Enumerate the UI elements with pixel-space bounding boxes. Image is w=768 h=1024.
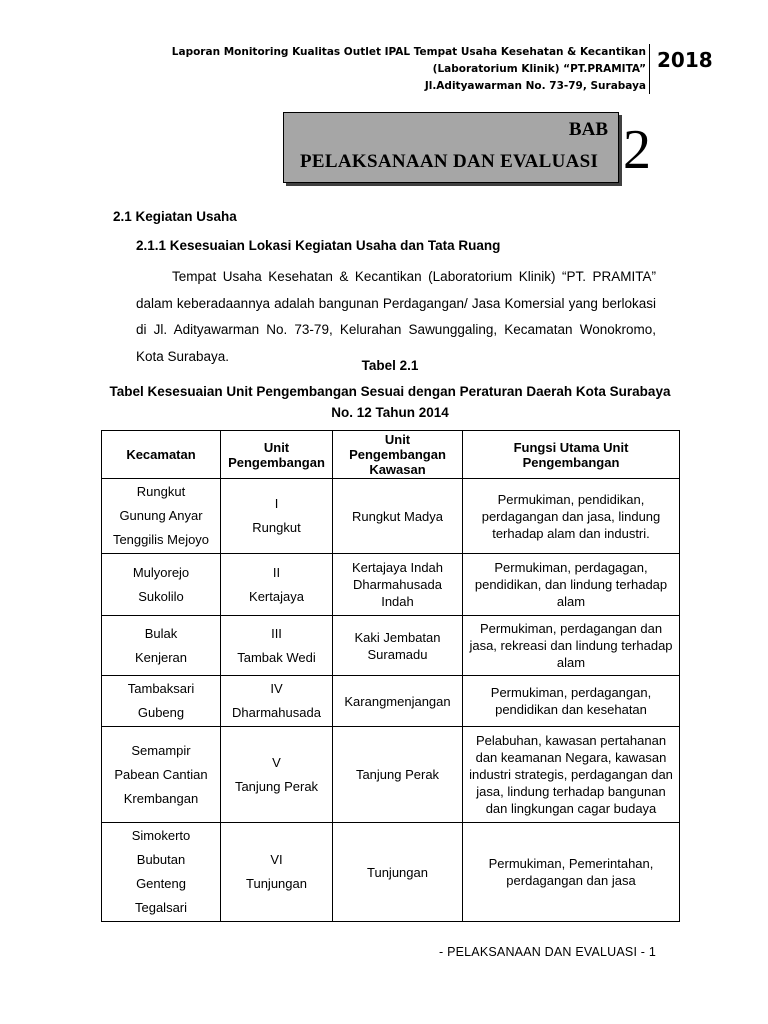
chapter-number: 2 <box>623 119 651 181</box>
unit-pengembangan-table <box>101 430 680 922</box>
header-divider <box>649 44 650 94</box>
cell-unit: IV Dharmahusada <box>221 676 333 727</box>
table-row <box>102 823 680 922</box>
cell-kawasan: Karangmenjangan <box>333 676 463 727</box>
cell-kecamatan: Rungkut Gunung Anyar Tenggilis Mejoyo <box>102 479 221 554</box>
col-header-kawasan: Unit Pengembangan Kawasan <box>333 431 463 479</box>
report-header <box>0 44 646 95</box>
table-row <box>102 616 680 676</box>
cell-kawasan: Kaki Jembatan Suramadu <box>333 616 463 676</box>
cell-fungsi: Permukiman, Pemerintahan, perdagangan dan jasa <box>463 823 680 922</box>
table-body <box>102 479 680 922</box>
header-line-1: Laporan Monitoring Kualitas Outlet IPAL Tempat Usaha Kesehatan & Kecantikan <box>171 46 646 58</box>
col-header-kecamatan: Kecamatan <box>102 431 221 479</box>
table-row <box>102 479 680 554</box>
cell-kecamatan: Semampir Pabean Cantian Krembangan <box>102 727 221 823</box>
cell-fungsi: Permukiman, perdagangan dan jasa, rekreasi dan lindung terhadap alam <box>463 616 680 676</box>
paragraph-text: Tempat Usaha Kesehatan & Kecantikan (Laboratorium Klinik) “PT. PRAMITA” dalam keberadaannya adalah bangunan Perdagangan/ Jasa Komersial yang berlokasi di Jl. Adityawarman No. 73-79, Kelurahan Sawunggaling, Kecamatan Wonokromo, Kota Surabaya. <box>136 269 656 364</box>
chapter-title: PELAKSANAAN DAN EVALUASI <box>300 151 599 172</box>
table-row <box>102 727 680 823</box>
page-footer: - PELAKSANAAN DAN EVALUASI - 1 <box>439 945 656 959</box>
table-subtitle: No. 12 Tahun 2014 <box>331 405 449 420</box>
cell-unit: II Kertajaya <box>221 554 333 616</box>
cell-kecamatan: Simokerto Bubutan Genteng Tegalsari <box>102 823 221 922</box>
cell-kawasan: Kertajaya Indah Dharmahusada Indah <box>333 554 463 616</box>
cell-kecamatan: Mulyorejo Sukolilo <box>102 554 221 616</box>
header-line-3: Jl.Adityawarman No. 73-79, Surabaya <box>424 80 646 92</box>
chapter-box <box>283 112 619 183</box>
cell-kawasan: Rungkut Madya <box>333 479 463 554</box>
table-header-row <box>102 431 680 479</box>
cell-unit: III Tambak Wedi <box>221 616 333 676</box>
table-row <box>102 676 680 727</box>
report-year: 2018 <box>657 48 713 72</box>
cell-fungsi: Pelabuhan, kawasan pertahanan dan keamanan Negara, kawasan industri strategis, perdagangan dan jasa, lindung terhadap bangunan dan lingkungan cagar budaya <box>463 727 680 823</box>
table-row <box>102 554 680 616</box>
subsection-heading: 2.1.1 Kesesuaian Lokasi Kegiatan Usaha dan Tata Ruang <box>136 238 501 253</box>
body-paragraph <box>136 264 656 370</box>
cell-fungsi: Permukiman, perdagangan, pendidikan dan kesehatan <box>463 676 680 727</box>
section-heading: 2.1 Kegiatan Usaha <box>113 209 237 224</box>
cell-kawasan: Tunjungan <box>333 823 463 922</box>
cell-kecamatan: Tambaksari Gubeng <box>102 676 221 727</box>
table-label: Tabel 2.1 <box>361 358 419 373</box>
cell-kecamatan: Bulak Kenjeran <box>102 616 221 676</box>
col-header-unit: Unit Pengembangan <box>221 431 333 479</box>
cell-fungsi: Permukiman, pendidikan, perdagangan dan jasa, lindung terhadap alam dan industri. <box>463 479 680 554</box>
cell-unit: V Tanjung Perak <box>221 727 333 823</box>
header-line-2: (Laboratorium Klinik) “PT.PRAMITA” <box>432 63 646 75</box>
cell-unit: I Rungkut <box>221 479 333 554</box>
chapter-label: BAB <box>568 119 608 140</box>
table-title: Tabel Kesesuaian Unit Pengembangan Sesuai dengan Peraturan Daerah Kota Surabaya <box>109 384 671 399</box>
cell-kawasan: Tanjung Perak <box>333 727 463 823</box>
cell-fungsi: Permukiman, perdagagan, pendidikan, dan lindung terhadap alam <box>463 554 680 616</box>
col-header-fungsi: Fungsi Utama Unit Pengembangan <box>463 431 680 479</box>
cell-unit: VI Tunjungan <box>221 823 333 922</box>
